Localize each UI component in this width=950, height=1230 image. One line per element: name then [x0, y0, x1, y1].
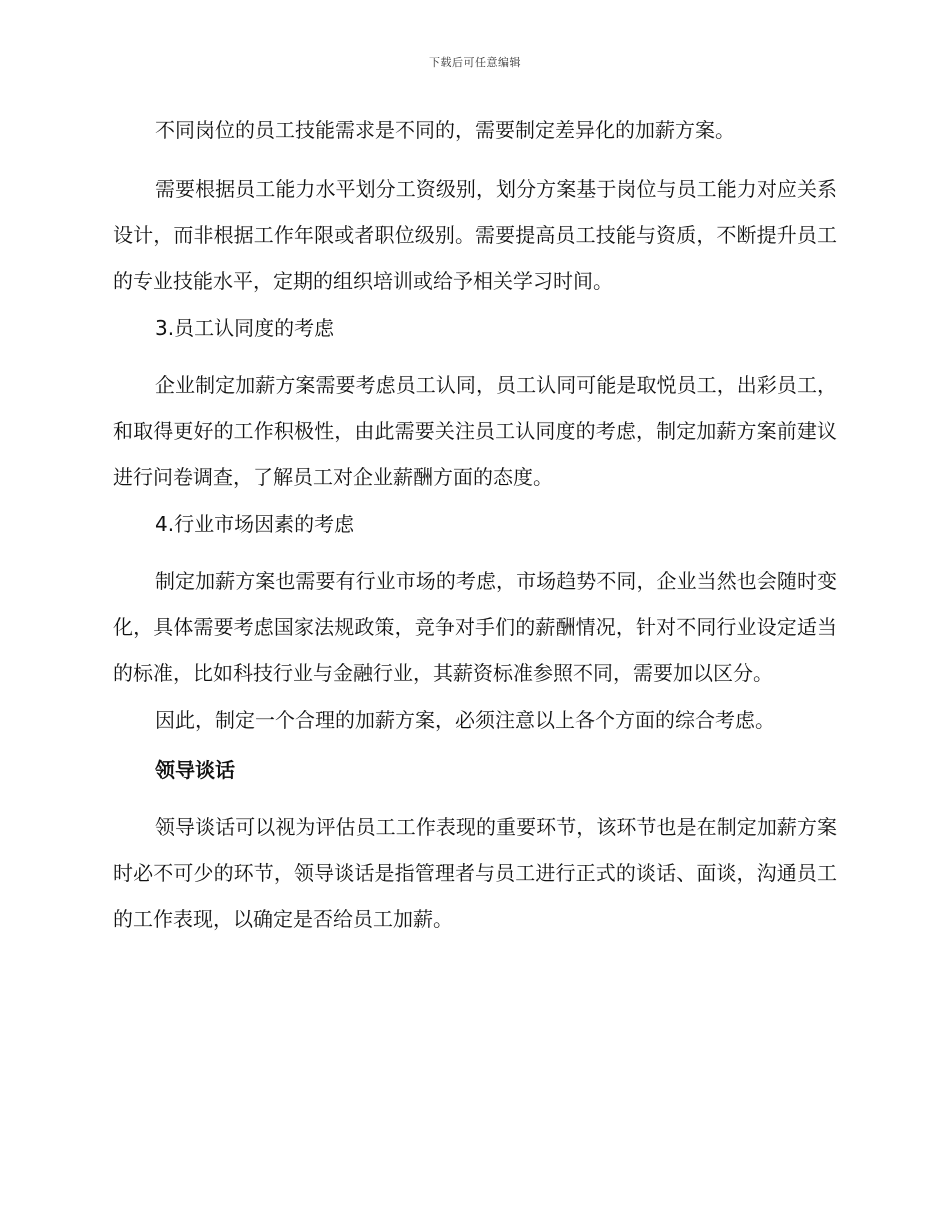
paragraph-3: 企业制定加薪方案需要考虑员工认同，员工认同可能是取悦员工，出彩员工，和取得更好的工作积极性，由此需要关注员工认同度的考虑，制定加薪方案前建议进行问卷调查，了解员工对企业薪酬方面的态度。	[113, 373, 837, 489]
paragraph-6: 领导谈话可以视为评估员工工作表现的重要环节，该环节也是在制定加薪方案时必不可少的环节，领导谈话是指管理者与员工进行正式的谈话、面谈，沟通员工的工作表现，以确定是否给员工加薪。	[113, 815, 837, 931]
paragraph-2: 需要根据员工能力水平划分工资级别，划分方案基于岗位与员工能力对应关系设计，而非根据工作年限或者职位级别。需要提高员工技能与资质，不断提升员工的专业技能水平，定期的组织培训或给予相关学习时间。	[113, 177, 837, 293]
section-heading-3: 3.员工认同度的考虑	[155, 316, 335, 340]
section-heading-4: 4.行业市场因素的考虑	[155, 512, 355, 536]
paragraph-4: 制定加薪方案也需要有行业市场的考虑，市场趋势不同，企业当然也会随时变化，具体需要考虑国家法规政策，竞争对手们的薪酬情况，针对不同行业设定适当的标准，比如科技行业与金融行业，其薪资标准参照不同，需要加以区分。	[113, 569, 837, 685]
page-header: 下载后可任意编辑	[429, 56, 521, 69]
paragraph-1: 不同岗位的员工技能需求是不同的，需要制定差异化的加薪方案。	[155, 118, 735, 142]
section-heading-leader-talk: 领导谈话	[155, 758, 235, 782]
paragraph-5: 因此，制定一个合理的加薪方案，必须注意以上各个方面的综合考虑。	[155, 708, 775, 732]
document-body	[113, 114, 837, 956]
